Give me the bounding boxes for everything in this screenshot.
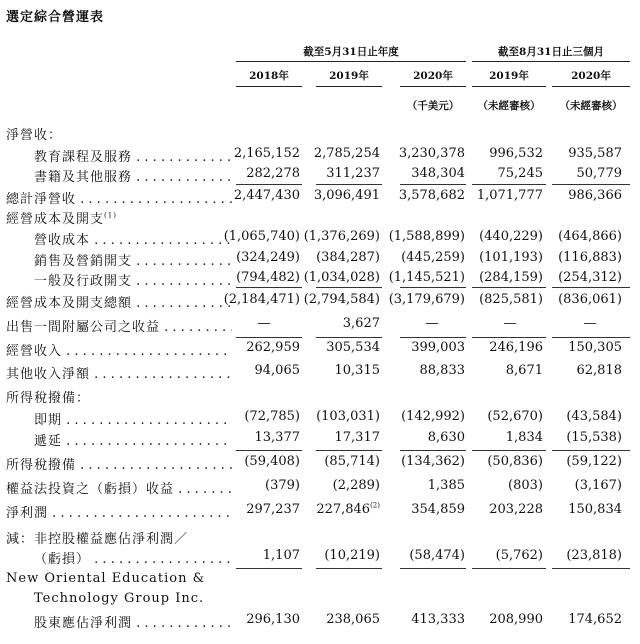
cell-value: (379) [265, 478, 300, 493]
table-cell [220, 166, 300, 181]
cell-value: 3,578,682 [398, 188, 465, 203]
subtotal-rule [316, 568, 382, 569]
cell-value: (5,762) [495, 548, 543, 563]
cell-value: 174,652 [568, 612, 622, 627]
table-cell [385, 188, 465, 203]
table-row [0, 571, 640, 593]
cell-value: (72,785) [244, 409, 300, 424]
subtotal-rule [552, 287, 630, 288]
table-cell [300, 340, 380, 355]
cell-value: (134,362) [401, 454, 465, 469]
table-cell [463, 188, 543, 203]
row-label-text: 權益法投資之（虧損）收益 [6, 482, 175, 497]
table-cell [463, 454, 543, 469]
table-cell [542, 409, 622, 424]
header-group-quarter: 截至8月31日止三個月 [498, 46, 604, 58]
header-year-2018: 2018年 [249, 70, 289, 82]
subtotal-rule [552, 568, 630, 569]
subtotal-rule [472, 337, 546, 338]
table-cell [220, 502, 300, 517]
table-cell [385, 612, 465, 627]
cell-value: 150,305 [568, 340, 622, 355]
unit-label: （千美元） [406, 100, 460, 112]
cell-value: 996,532 [489, 146, 543, 161]
table-cell [463, 502, 543, 517]
table-cell [463, 229, 543, 244]
table-row [0, 208, 640, 230]
row-label-text: 即期 [34, 413, 63, 428]
cell-value: (803) [508, 478, 543, 493]
table-row [0, 292, 640, 314]
cell-value: (52,670) [487, 409, 543, 424]
table-cell [542, 188, 622, 203]
table-row [0, 387, 640, 409]
cell-value: (2,184,471) [223, 292, 300, 307]
table-cell [542, 146, 622, 161]
cell-value: 348,304 [411, 166, 465, 181]
subtotal-rule [472, 287, 546, 288]
table-cell [385, 340, 465, 355]
cell-value: 262,959 [246, 340, 300, 355]
cell-value: (59,408) [244, 454, 300, 469]
table-cell [385, 409, 465, 424]
table-row [0, 188, 640, 210]
row-label-text: 股東應佔淨利潤 [34, 616, 133, 631]
table-cell [300, 409, 380, 424]
cell-value: 208,990 [489, 612, 543, 627]
cell-value: 1,071,777 [476, 188, 543, 203]
table-cell [300, 478, 380, 493]
cell-value: 297,237 [246, 502, 300, 517]
table-cell [542, 270, 622, 285]
table-cell [220, 478, 300, 493]
row-label-text: 所得稅撥備： [6, 391, 91, 406]
cell-value: 94,065 [254, 363, 300, 378]
table-cell [385, 146, 465, 161]
header-quarter-2020: 2020年 [571, 70, 611, 82]
table-cell [220, 270, 300, 285]
cell-value: — [257, 316, 271, 331]
subtotal-rule [236, 568, 302, 569]
table-cell [385, 548, 465, 563]
cell-value: 10,315 [334, 363, 380, 378]
cell-value: 986,366 [568, 188, 622, 203]
subtotal-rule [236, 337, 302, 338]
table-cell [300, 270, 380, 285]
document-title: 選定綜合營運表 [6, 10, 105, 25]
table-cell [385, 292, 465, 307]
table-cell [542, 478, 622, 493]
cell-value: 227,846 [316, 502, 371, 517]
table-cell [463, 612, 543, 627]
cell-value: 8,671 [505, 363, 543, 378]
row-label [6, 124, 232, 143]
table-cell [463, 340, 543, 355]
table-cell [220, 363, 300, 378]
subtotal-rule [400, 568, 466, 569]
table-cell [385, 270, 465, 285]
subtotal-rule [552, 450, 630, 451]
row-label [34, 612, 232, 631]
table-cell [463, 548, 543, 563]
header-rule [472, 61, 630, 62]
row-label [34, 548, 232, 567]
table-cell [463, 270, 543, 285]
subtotal-rule [236, 287, 302, 288]
header-rule [236, 61, 466, 62]
subtotal-rule [400, 337, 466, 338]
table-cell [542, 502, 622, 517]
cell-value: (1,034,028) [303, 270, 380, 285]
footnote-marker: (1) [104, 211, 117, 220]
table-cell [420, 316, 444, 331]
table-cell [463, 166, 543, 181]
row-label-text: 遞延 [34, 434, 63, 449]
unaudited-label: （未經審核） [477, 100, 541, 112]
row-label-text: 其他收入淨額 [6, 367, 91, 382]
row-label [6, 188, 232, 207]
cell-value: (2,289) [332, 478, 380, 493]
table-row [0, 478, 640, 500]
row-label [34, 146, 232, 165]
table-cell [463, 292, 543, 307]
table-cell [300, 188, 380, 203]
table-cell [220, 250, 300, 265]
cell-value: 50,779 [576, 166, 622, 181]
table-row [0, 124, 640, 146]
table-cell [385, 363, 465, 378]
cell-value: (3,179,679) [388, 292, 465, 307]
table-cell [300, 229, 380, 244]
cell-value: (1,065,740) [223, 229, 300, 244]
cell-value: (464,866) [558, 229, 622, 244]
row-label [6, 454, 232, 473]
row-label-text: 經營收入 [6, 344, 63, 359]
cell-value: — [425, 316, 439, 331]
row-label-text: 淨營收： [6, 128, 63, 143]
table-cell [220, 548, 300, 563]
cell-value: 399,003 [411, 340, 465, 355]
row-label-text: 教育課程及服務 [34, 150, 133, 165]
cell-value: 246,196 [489, 340, 543, 355]
table-cell [385, 229, 465, 244]
row-label [6, 502, 232, 521]
table-row [0, 548, 640, 570]
table-cell [385, 250, 465, 265]
cell-value: (445,259) [401, 250, 465, 265]
cell-value: (116,883) [558, 250, 622, 265]
cell-value: (59,122) [566, 454, 622, 469]
subtotal-rule [316, 287, 382, 288]
table-cell [220, 454, 300, 469]
table-cell [463, 478, 543, 493]
table-cell [498, 316, 522, 331]
cell-value: (10,219) [324, 548, 380, 563]
cell-value: (1,376,269) [303, 229, 380, 244]
table-cell [220, 430, 300, 445]
table-cell [463, 409, 543, 424]
cell-value: (1,588,899) [388, 229, 465, 244]
cell-value: 3,230,378 [398, 146, 465, 161]
table-row [0, 454, 640, 476]
table-cell [300, 363, 380, 378]
subtotal-rule [472, 568, 546, 569]
subtotal-rule [472, 450, 546, 451]
table-cell [385, 430, 465, 445]
cell-value: 282,278 [246, 166, 300, 181]
table-cell [542, 363, 622, 378]
cell-value: (2,794,584) [303, 292, 380, 307]
cell-value: 17,317 [334, 430, 380, 445]
subtotal-rule [316, 450, 382, 451]
cell-value: (15,538) [566, 430, 622, 445]
table-row [0, 409, 640, 431]
table-row [0, 146, 640, 168]
cell-value: (23,818) [566, 548, 622, 563]
table-cell [220, 229, 300, 244]
header-group-year: 截至5月31日止年度 [303, 46, 399, 58]
table-row [0, 250, 640, 272]
row-label [6, 571, 232, 586]
cell-value: — [583, 316, 597, 331]
subtotal-rule [472, 184, 546, 185]
table-cell [542, 229, 622, 244]
cell-value: (324,249) [236, 250, 300, 265]
cell-value: (101,193) [479, 250, 543, 265]
header-year-2019: 2019年 [329, 70, 369, 82]
cell-value: (103,031) [316, 409, 380, 424]
cell-value: 3,096,491 [313, 188, 380, 203]
row-label [34, 591, 232, 606]
cell-value: 150,834 [568, 502, 622, 517]
table-cell [463, 146, 543, 161]
header-rule [316, 86, 382, 87]
table-row [0, 612, 640, 634]
row-label-text: 書籍及其他服務 [34, 170, 133, 185]
header-rule [236, 86, 302, 87]
table-cell [385, 502, 465, 517]
header-rule [552, 86, 630, 87]
cell-value: (284,159) [479, 270, 543, 285]
table-cell [300, 454, 380, 469]
table-row [0, 591, 640, 613]
cell-value: 296,130 [246, 612, 300, 627]
cell-value: 3,627 [342, 316, 380, 331]
table-cell [542, 292, 622, 307]
cell-value: (50,836) [487, 454, 543, 469]
table-row [0, 528, 640, 550]
subtotal-rule [236, 450, 302, 451]
row-label [34, 250, 232, 269]
cell-value: (142,992) [401, 409, 465, 424]
cell-value: 2,447,430 [233, 188, 300, 203]
table-cell [385, 478, 465, 493]
table-cell [300, 548, 380, 563]
cell-value: 238,065 [326, 612, 380, 627]
subtotal-rule [316, 337, 382, 338]
cell-value: (43,584) [566, 409, 622, 424]
row-label [6, 387, 232, 406]
row-label [6, 363, 232, 382]
table-cell [542, 166, 622, 181]
cell-value: 8,630 [427, 430, 465, 445]
row-label-text: 出售一間附屬公司之收益 [6, 320, 161, 335]
table-cell [220, 612, 300, 627]
table-row [0, 229, 640, 251]
row-label-text: 營收成本 [34, 233, 91, 248]
cell-value: (440,229) [479, 229, 543, 244]
cell-value: (794,482) [236, 270, 300, 285]
table-cell [300, 250, 380, 265]
row-label [6, 340, 232, 359]
subtotal-rule [316, 184, 382, 185]
table-cell [385, 454, 465, 469]
subtotal-rule [236, 184, 302, 185]
table-cell [300, 316, 380, 331]
cell-value: 203,228 [489, 502, 543, 517]
row-label [34, 166, 232, 185]
row-label-text: 經營成本及開支 [6, 212, 105, 227]
table-row [0, 363, 640, 385]
table-row [0, 502, 640, 524]
cell-value: 1,834 [505, 430, 543, 445]
header-year-2020: 2020年 [413, 70, 453, 82]
row-label-text: 減：非控股權益應佔淨利潤／ [6, 532, 189, 547]
table-cell [300, 430, 380, 445]
cell-value: — [503, 316, 517, 331]
cell-value: 413,333 [411, 612, 465, 627]
cell-value: 1,107 [262, 548, 300, 563]
row-label-text: （虧損） [34, 552, 91, 567]
cell-value: 2,165,152 [233, 146, 300, 161]
table-cell [300, 146, 380, 161]
subtotal-rule [400, 184, 466, 185]
header-rule [400, 86, 466, 87]
table-cell [542, 430, 622, 445]
cell-value: 2,785,254 [313, 146, 380, 161]
cell-value: 354,859 [411, 502, 465, 517]
header-quarter-2019: 2019年 [489, 70, 529, 82]
table-cell [300, 166, 380, 181]
cell-value: 88,833 [419, 363, 465, 378]
row-label [34, 409, 232, 428]
table-cell [542, 612, 622, 627]
row-label [34, 430, 232, 449]
row-label [6, 292, 232, 311]
subtotal-rule [400, 287, 466, 288]
table-cell [542, 250, 622, 265]
row-label-text: Technology Group Inc. [34, 591, 205, 606]
subtotal-rule [400, 450, 466, 451]
table-cell [463, 363, 543, 378]
table-cell [220, 409, 300, 424]
table-cell [542, 340, 622, 355]
table-row [0, 430, 640, 452]
table-cell [463, 430, 543, 445]
cell-value: (825,581) [479, 292, 543, 307]
table-row [0, 316, 640, 338]
cell-value: (836,061) [558, 292, 622, 307]
cell-value: 311,237 [326, 166, 380, 181]
table-cell [220, 146, 300, 161]
cell-value: (85,714) [324, 454, 380, 469]
table-cell [220, 292, 300, 307]
header-rule [472, 86, 546, 87]
row-label [6, 208, 232, 227]
subtotal-rule [552, 337, 630, 338]
cell-value: 62,818 [576, 363, 622, 378]
cell-value: (384,287) [316, 250, 380, 265]
table-cell [300, 502, 380, 517]
unaudited-label: （未經審核） [559, 100, 623, 112]
table-cell [300, 292, 380, 307]
row-label-text: 經營成本及開支總額 [6, 296, 133, 311]
table-cell [300, 612, 380, 627]
table-cell [252, 316, 276, 331]
row-label [34, 229, 232, 248]
row-label [6, 528, 232, 547]
cell-value: 935,587 [568, 146, 622, 161]
table-row [0, 340, 640, 362]
row-label [6, 316, 232, 335]
cell-value: 1,385 [427, 478, 465, 493]
table-cell [220, 340, 300, 355]
table-cell [578, 316, 602, 331]
table-cell [463, 250, 543, 265]
cell-value: 13,377 [254, 430, 300, 445]
subtotal-rule [552, 184, 630, 185]
table-cell [542, 454, 622, 469]
cell-value: 75,245 [497, 166, 543, 181]
row-label-text: 淨利潤 [6, 506, 49, 521]
row-label-text: New Oriental Education & [6, 571, 206, 586]
cell-value: (3,167) [574, 478, 622, 493]
row-label-text: 所得稅撥備 [6, 458, 77, 473]
table-row [0, 270, 640, 292]
row-label [34, 270, 232, 289]
cell-value: (1,145,521) [388, 270, 465, 285]
row-label-text: 總計淨營收 [6, 192, 77, 207]
cell-value: (254,312) [558, 270, 622, 285]
table-cell [220, 188, 300, 203]
table-cell [542, 548, 622, 563]
cell-value: 305,534 [326, 340, 380, 355]
row-label-text: 銷售及營銷開支 [34, 254, 133, 269]
table-cell [385, 166, 465, 181]
cell-value: (58,474) [409, 548, 465, 563]
footnote-marker: (2) [370, 501, 380, 510]
row-label-text: 一般及行政開支 [34, 274, 133, 289]
row-label [6, 478, 232, 497]
